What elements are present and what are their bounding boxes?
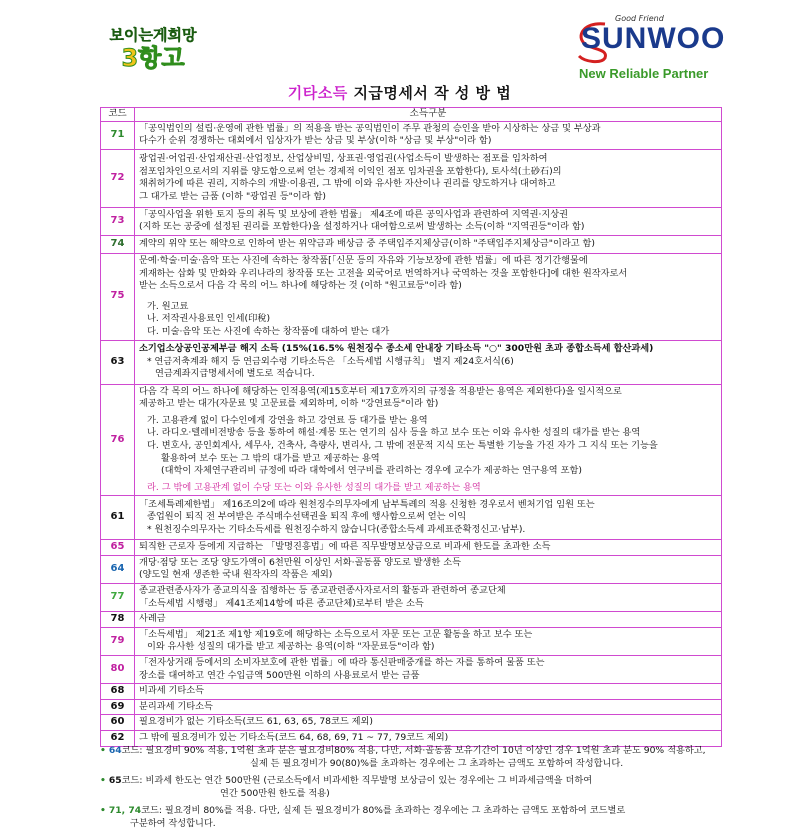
row-code: 65 <box>101 540 135 556</box>
note-text: 연간 500만원 한도를 적용) <box>220 787 330 799</box>
table-row <box>101 612 722 628</box>
note-item <box>100 805 790 830</box>
row-desc-line: 게재하는 삽화 및 만화와 우리나라의 창작품 또는 고전을 외국어로 번역하거나 국역하는 것을 포함한다]에 대한 원작자로서 <box>139 267 628 279</box>
row-desc <box>135 656 722 684</box>
logo-good-friend: Good Friend <box>615 14 664 23</box>
table-row <box>101 235 722 253</box>
row-desc-line: 사례금 <box>139 613 166 625</box>
table-row <box>101 540 722 556</box>
note-bullet: • <box>100 745 106 756</box>
note-code: 64 <box>108 745 122 756</box>
row-code: 71 <box>101 121 135 149</box>
note-text: 코드: 필요경비 90% 적용, 1억원 초과 분은 필요경비80% 적용, 다만, 서화·골동품 보유기간이 10년 이상인 경우 1억원 초과 분도 90% 적용하고, <box>121 745 706 756</box>
row-code: 77 <box>101 584 135 612</box>
row-desc-line: 가. 원고료 <box>147 300 189 312</box>
row-desc-line: * 연금저축계좌 해지 등 연금외수령 기타소득은 「소득세법 시행규칙」 별지 제24호서식(6) <box>147 355 514 367</box>
row-desc-line: (지하 또는 공중에 설정된 권리를 포함한다)을 설정하거나 대여함으로써 발생하는 소득(이하 "지역권등"이라 함) <box>139 221 585 233</box>
row-code: 72 <box>101 149 135 207</box>
header-desc: 소득구분 <box>135 108 722 122</box>
row-desc-line: 「전자상거래 등에서의 소비자보호에 관한 법률」에 따라 통신판매중개를 하는 자를 통하여 물품 또는 <box>139 657 545 669</box>
income-code-table <box>100 107 722 747</box>
row-desc-line: 받는 소득으로서 다음 각 목의 어느 하나에 해당하는 것 (이하 "원고료등"이라 함) <box>139 280 462 292</box>
row-desc <box>135 235 722 253</box>
row-desc <box>135 121 722 149</box>
logo-tagline: New Reliable Partner <box>579 66 709 81</box>
row-desc <box>135 207 722 235</box>
row-desc <box>135 684 722 700</box>
row-desc-line: 문예·학술·미술·음악 또는 사진에 속하는 창작품[「신문 등의 자유와 기능보장에 관한 법률」에 따른 정기간행물에 <box>139 254 588 266</box>
note-text: 실제 든 필요경비가 90(80)%를 초과하는 경우에는 그 초과하는 금액도 포함하여 작성합니다. <box>250 757 624 769</box>
notes <box>100 745 790 835</box>
row-desc <box>135 731 722 747</box>
row-code: 76 <box>101 384 135 496</box>
row-desc-line: 다수가 순위 경쟁하는 대회에서 입상자가 받는 상금 및 부상(이하 "상금 및 부상"이라 함) <box>139 135 492 147</box>
note-bullet: • <box>100 805 106 816</box>
row-desc-line: 종업원이 퇴직 전 부여받은 주식매수선택권을 퇴직 후에 행사함으로써 얻는 이익 <box>147 511 467 523</box>
table-row <box>101 656 722 684</box>
row-desc-line: 그 대가로 받는 금품 (이하 "광업권 등"이라 함) <box>139 190 326 202</box>
table-body <box>101 121 722 746</box>
row-desc <box>135 540 722 556</box>
note-code: 71, 74 <box>108 805 142 816</box>
row-desc-line: 「소득세법」 제21조 제1항 제19호에 해당하는 소득으로서 자문 또는 고문 활동을 하고 보수 또는 <box>139 628 533 640</box>
row-code: 63 <box>101 340 135 384</box>
row-code: 68 <box>101 684 135 700</box>
table-row <box>101 496 722 540</box>
row-code: 74 <box>101 235 135 253</box>
row-code: 69 <box>101 699 135 715</box>
row-desc-line: 종교관련종사자가 종교의식을 집행하는 등 종교관련종사자로서의 활동과 관련하여 종교단체 <box>139 585 506 597</box>
row-desc-line: 다. 변호사, 공인회계사, 세무사, 건축사, 측량사, 변리사, 그 밖에 전문적 지식 또는 특별한 기능을 가진 자가 그 지식 또는 기능을 <box>147 439 658 451</box>
table-row <box>101 253 722 340</box>
row-desc-line: (양도일 현재 생존한 국내 원작자의 작품은 제외) <box>139 569 333 581</box>
row-desc <box>135 384 722 496</box>
row-desc <box>135 612 722 628</box>
table-row <box>101 699 722 715</box>
row-desc-line <box>139 293 718 301</box>
row-desc-line: 소기업소상공인공제부금 해지 소득 (15%(16.5% 원천징수 종소세 안내장 기타소득 "○" 300만원 초과 종합소득세 합산과세) <box>139 343 654 355</box>
note-bullet: • <box>100 775 106 786</box>
row-desc-line: 점포임차인으로서의 지위를 양도함으로써 얻는 경제적 이익인 점포 임차권을 포함한다), 토사석(土砂石)의 <box>139 165 562 177</box>
row-desc <box>135 699 722 715</box>
row-desc-line: 그 밖에 필요경비가 있는 기타소득(코드 64, 68, 69, 71 ~ 77, 79코드 제외) <box>139 732 449 743</box>
row-code: 64 <box>101 555 135 583</box>
table-row <box>101 584 722 612</box>
row-desc <box>135 253 722 340</box>
row-desc-line: 「공익사업을 위한 토지 등의 취득 및 보상에 관한 법률」 제4조에 따른 공익사업과 관련하여 지역권·지상권 <box>139 208 568 220</box>
row-desc-line: 가. 고용관계 없이 다수인에게 강연을 하고 강연료 등 대가를 받는 용역 <box>147 414 428 426</box>
row-desc <box>135 496 722 540</box>
row-desc-line: 채취허가에 따른 권리, 지하수의 개발·이용권, 그 밖에 이와 유사한 자산이나 권리를 양도하거나 대여하고 <box>139 178 556 190</box>
table-row <box>101 731 722 747</box>
table-row <box>101 715 722 731</box>
row-desc-line: 다음 각 목의 어느 하나에 해당하는 인적용역(제15호부터 제17호까지의 규정을 적용받는 용역은 제외한다)을 일시적으로 <box>139 385 622 397</box>
note-text: 코드: 비과세 한도는 연간 500만원 (근로소득에서 비과세한 직무발명 보상금이 있는 경우에는 그 비과세금액을 더하여 <box>121 775 593 786</box>
header-code: 코드 <box>101 108 135 122</box>
row-code: 73 <box>101 207 135 235</box>
row-desc-line: 광업권·어업권·산업재산권·산업정보, 산업상비밀, 상표권·영업권(사업소득이 발생하는 점포를 임차하여 <box>139 153 548 165</box>
table-row <box>101 207 722 235</box>
row-desc-line: 계약의 위약 또는 해약으로 인하여 받는 위약금과 배상금 중 주택입주지체상금(이하 "주택입주지체상금"이라고 함) <box>139 238 595 250</box>
note-text: 코드: 필요경비 80%를 적용. 다만, 실제 든 필요경비가 80%를 초과하는 경우에는 그 초과하는 금액도 포함하여 코드별로 <box>141 805 626 816</box>
title-rest: 지급명세서 작 성 방 법 <box>347 84 512 102</box>
table-row <box>101 340 722 384</box>
row-desc-line: * 원천징수의무자는 기타소득세를 원천징수하지 않습니다(종합소득세 과세표준확정신고·납부). <box>147 524 526 536</box>
row-desc-line: 퇴직한 근로자 등에게 지급하는 「발명진흥법」에 따른 직무발명보상금으로 비과세 한도를 초과한 소득 <box>139 541 551 553</box>
row-desc-line: 분리과세 기타소득 <box>139 700 213 712</box>
row-desc-line: 이와 유사한 성질의 대가를 받고 제공하는 용역(이하 "자문료등"이라 함) <box>147 641 435 653</box>
table-row <box>101 121 722 149</box>
row-desc-line: 「소득세법 시행령」 제41조제14항에 따른 종교단체)로부터 받은 소득 <box>139 597 424 609</box>
logo-left <box>108 20 198 74</box>
row-code: 62 <box>101 731 135 747</box>
logo-right <box>575 14 755 80</box>
logo-left-line1: 보이는게희망 <box>109 25 197 44</box>
logo-brand: SUNWOO <box>581 22 726 55</box>
row-desc-line: (대학이 자체연구관리비 규정에 따라 대학에서 연구비를 관리하는 경우에 교수가 제공하는 연구용역 포함) <box>161 465 582 477</box>
row-desc-line: 개당·점당 또는 조당 양도가액이 6천만원 이상인 서화·골동품 양도로 발생한 소득 <box>139 556 461 568</box>
row-desc <box>135 584 722 612</box>
table-row <box>101 684 722 700</box>
table-row <box>101 384 722 496</box>
row-desc-line: 「공익법인의 설립·운영에 관한 법률」의 적용을 받는 공익법인이 주무 관청의 승인을 받아 시상하는 상금 및 부상과 <box>139 122 601 134</box>
table-row <box>101 149 722 207</box>
row-desc <box>135 555 722 583</box>
row-desc-line: 활용하여 보수 또는 그 밖의 대가를 받고 제공하는 용역 <box>161 452 380 464</box>
row-desc-line: 비과세 기타소득 <box>139 685 205 697</box>
row-desc-line: 필요경비가 없는 기타소득(코드 61, 63, 65, 78코드 제외) <box>139 716 374 728</box>
row-desc-line: 제공하고 받는 대가(자문료 및 고문료를 제외하며, 이하 "강연료등"이라 함) <box>139 398 439 410</box>
row-code: 60 <box>101 715 135 731</box>
row-desc-line: 연금계좌지급명세서에 별도로 적습니다. <box>155 368 315 380</box>
row-desc-line: 나. 라디오·텔레비전방송 등을 통하여 해설·계몽 또는 연기의 심사 등을 하고 보수 또는 이와 유사한 성질의 대가를 받는 용역 <box>147 427 641 439</box>
note-text: 구분하여 작성합니다. <box>130 817 216 829</box>
row-desc <box>135 340 722 384</box>
row-desc-line: 「조세특례제한법」 제16조의2에 따라 원천징수의무자에게 납부특례의 적용 신청한 경우로서 벤처기업 임원 또는 <box>139 498 595 510</box>
row-desc <box>135 627 722 655</box>
row-code: 79 <box>101 627 135 655</box>
note-item <box>100 745 790 770</box>
row-desc-line: 장소를 대여하고 연간 수입금액 500만원 이하의 사용료로서 받는 금품 <box>139 669 420 681</box>
row-desc-line: 라. 그 밖에 고용관계 없이 수당 또는 이와 유사한 성질의 대가를 받고 제공하는 용역 <box>147 481 481 493</box>
title-highlight: 기타소득 <box>287 84 348 102</box>
row-code: 61 <box>101 496 135 540</box>
row-desc-line: 다. 미술·음악 또는 사진에 속하는 창작품에 대하여 받는 대가 <box>147 325 390 337</box>
table-row <box>101 555 722 583</box>
row-desc <box>135 715 722 731</box>
row-desc <box>135 149 722 207</box>
row-desc-line: 나. 저작권사용료인 인세(印稅) <box>147 313 271 325</box>
logo-left-line2: 3항고 <box>121 43 185 72</box>
table-row <box>101 627 722 655</box>
note-code: 65 <box>108 775 122 786</box>
row-code: 78 <box>101 612 135 628</box>
table-header-row <box>101 108 722 122</box>
row-code: 80 <box>101 656 135 684</box>
page-title <box>0 82 799 103</box>
row-code: 75 <box>101 253 135 340</box>
note-item <box>100 775 790 800</box>
